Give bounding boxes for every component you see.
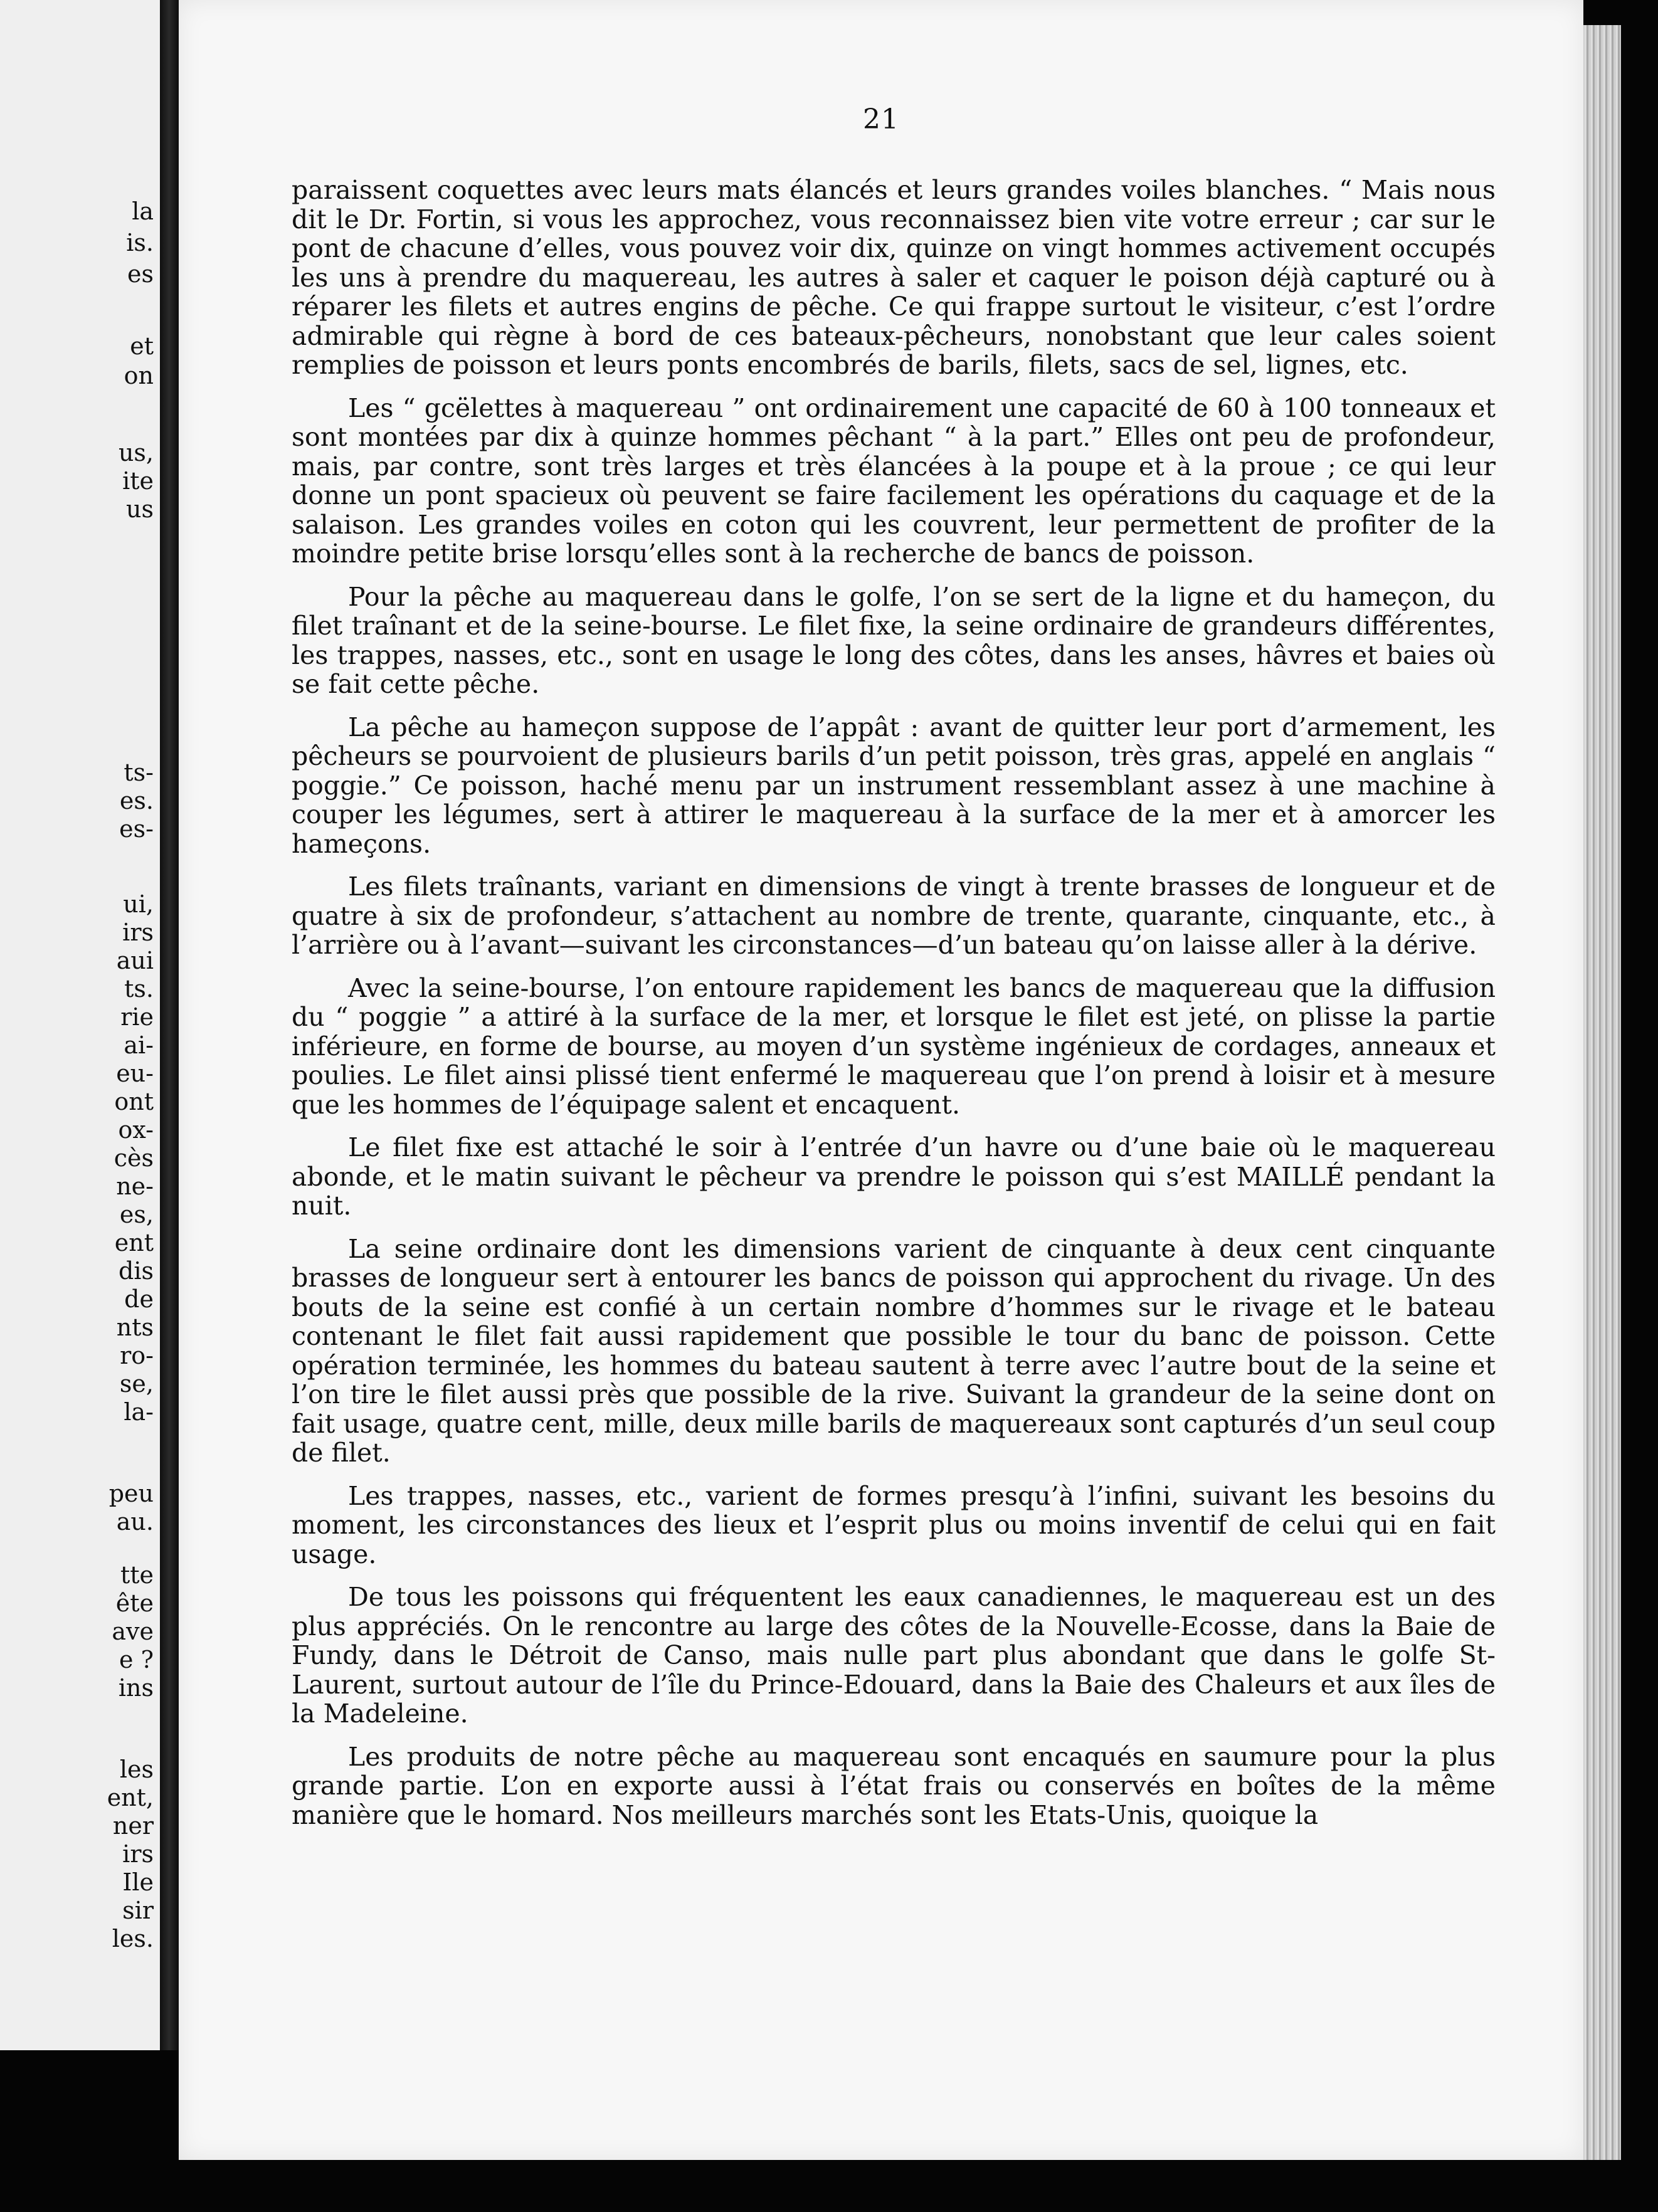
fragment: tte	[120, 1561, 154, 1589]
fragment: us,	[118, 439, 154, 466]
fragment: irs	[122, 1840, 154, 1868]
fragment: au.	[116, 1508, 154, 1535]
fragment: dis	[119, 1257, 154, 1285]
body-text	[292, 176, 1496, 1843]
fragment: ont	[114, 1088, 154, 1115]
fragment: ête	[115, 1589, 154, 1617]
paragraph: paraissent coquettes avec leurs mats élancés et leurs grandes voiles blanches. “ Mais nous dit le Dr. Fortin, si vous les approchez, vous reconnaissez bien vite votre erreur ; car sur le pont de chacune d’elles, vous pouvez voir dix, quinze on vingt hommes activement occupés les uns à prendre du maquereau, les autres à saler et caquer le poison déjà capturé ou à réparer les filets et autres engins de pêche. Ce qui frappe surtout le visiteur, c’est l’ordre admirable qui règne à bord de ces bateaux-pêcheurs, nonobstant que leur cales soient remplies de poisson et leurs ponts encombrés de barils, filets, sacs de sel, lignes, etc.	[292, 175, 1496, 380]
fragment: ox-	[118, 1116, 154, 1144]
fragment: ner	[112, 1812, 154, 1840]
fragment: ai-	[124, 1031, 154, 1059]
main-page	[179, 0, 1583, 2160]
book-gutter	[160, 0, 179, 2050]
fragment: is.	[126, 229, 154, 256]
paragraph: Les “ gcëlettes à maquereau ” ont ordinairement une capacité de 60 à 100 tonneaux et sont montées par dix à quinze hommes pêchant “ à la part.” Elles ont peu de profondeur, mais, par contre, sont très larges et très élancées à la poupe et à la proue ; ce qui leur donne un pont spacieux où peuvent se faire facilement les opérations du caquage et de la salaison. Les grandes voiles en coton qui les couvrent, leur permettent de profiter de la moindre petite brise lorsqu’elles sont à la recherche de bancs de poisson.	[292, 392, 1496, 569]
fragment: les	[119, 1756, 154, 1783]
fragment: les.	[112, 1925, 154, 1952]
fragment: irs	[122, 919, 154, 946]
fragment: Ile	[122, 1868, 154, 1896]
fragment: sir	[122, 1897, 154, 1924]
page-stack-edges	[1583, 25, 1621, 2160]
facing-page-left	[0, 0, 164, 2050]
fragment: es,	[119, 1201, 154, 1228]
fragment: de	[124, 1285, 154, 1313]
fragment: la	[132, 198, 154, 225]
fragment: ne-	[116, 1172, 154, 1200]
paragraph: Pour la pêche au maquereau dans le golfe, l’on se sert de la ligne et du hameçon, du filet traînant et de la seine-bourse. Le filet fixe, la seine ordinaire de grandeurs différentes, les trappes, nasses, etc., sont en usage le long des côtes, dans les anses, hâvres et baies où se fait cette pêche.	[292, 581, 1496, 699]
fragment: se,	[119, 1370, 154, 1398]
fragment: ite	[122, 467, 154, 495]
fragment: cès	[114, 1144, 154, 1172]
paragraph: Les produits de notre pêche au maquereau sont encaqués en saumure pour la plus grande partie. L’on en exporte aussi à l’état frais ou conservés en boîtes de la même manière que le homard. Nos meilleurs marchés sont les Etats-Unis, quoique la	[292, 1741, 1496, 1830]
paragraph: De tous les poissons qui fréquentent les eaux canadiennes, le maquereau est un des plus appréciés. On le rencontre au large des côtes de la Nouvelle-Ecosse, dans la Baie de Fundy, dans le Détroit de Canso, mais nulle part plus abondant que dans le golfe St-Laurent, surtout autour de l’île du Prince-Edouard, dans la Baie des Chaleurs et aux îles de la Madeleine.	[292, 1582, 1496, 1729]
fragment: es.	[119, 787, 154, 814]
paragraph: La seine ordinaire dont les dimensions varient de cinquante à deux cent cinquante brasses de longueur sert à entourer les bancs de poisson qui approchent du rivage. Un des bouts de la seine est confié à un certain nombre d’hommes sur le rivage et le bateau contenant le filet fait aussi rapidement que possible le tour du banc de poisson. Cette opération terminée, les hommes du bateau sautent à terre avec l’autre bout de la seine et l’on tire le filet aussi près que possible de la rive. Suivant la grandeur de la seine dont on fait usage, quatre cent, mille, deux mille barils de maquereaux sont capturés d’un seul coup de filet.	[292, 1233, 1496, 1468]
fragment: ave	[112, 1618, 154, 1645]
fragment: ent,	[107, 1784, 154, 1811]
fragment: eu-	[116, 1060, 154, 1087]
fragment: ro-	[120, 1342, 154, 1369]
fragment: es-	[119, 815, 154, 843]
fragment: ins	[118, 1674, 154, 1702]
fragment: es	[127, 260, 154, 288]
fragment: aui	[116, 947, 154, 974]
fragment: ent	[114, 1229, 154, 1256]
fragment: ui,	[123, 890, 154, 918]
facing-page-text-fragments	[0, 0, 160, 2050]
page-number: 21	[863, 103, 899, 135]
fragment: ts.	[124, 975, 154, 1003]
fragment: et	[130, 332, 154, 360]
fragment: ts-	[124, 759, 154, 786]
fragment: us	[126, 495, 154, 523]
paragraph: Les trappes, nasses, etc., varient de formes presqu’à l’infini, suivant les besoins du moment, les circonstances des lieux et l’esprit plus ou moins inventif de celui qui en fait usage.	[292, 1480, 1496, 1569]
fragment: peu	[108, 1480, 154, 1507]
paragraph: La pêche au hameçon suppose de l’appât : avant de quitter leur port d’armement, les pêcheurs se pourvoient de plusieurs barils d’un petit poisson, très gras, appelé en anglais “ poggie.” Ce poisson, haché menu par un instrument ressemblant assez à une machine à couper les légumes, sert à attirer le maquereau à la surface de la mer et à amorcer les hameçons.	[292, 712, 1496, 859]
fragment: on	[124, 362, 154, 389]
paragraph: Les filets traînants, variant en dimensions de vingt à trente brasses de longueur et de quatre à six de profondeur, s’attachent au nombre de trente, quarante, cinquante, etc., à l’arrière ou à l’avant—suivant les circonstances—d’un bateau qu’on laisse aller à la dérive.	[292, 872, 1496, 960]
paragraph: Avec la seine-bourse, l’on entoure rapidement les bancs de maquereau que la diffusion du “ poggie ” a attiré à la surface de la mer, et lorsque le filet est jeté, on plisse la partie inférieure, en forme de bourse, au moyen d’un système ingénieux de cordages, anneaux et poulies. Le filet ainsi plissé tient enfermé le maquereau que l’on prend à loisir et à mesure que les hommes de l’équipage salent et encaquent.	[292, 972, 1496, 1120]
paragraph: Le filet fixe est attaché le soir à l’entrée d’un havre ou d’une baie où le maquereau abonde, et le matin suivant le pêcheur va prendre le poisson qui s’est MAILLÉ pendant la nuit.	[292, 1132, 1496, 1221]
fragment: nts	[116, 1314, 154, 1341]
fragment: rie	[120, 1003, 154, 1031]
fragment: la-	[124, 1398, 154, 1426]
fragment: e ?	[119, 1646, 154, 1673]
